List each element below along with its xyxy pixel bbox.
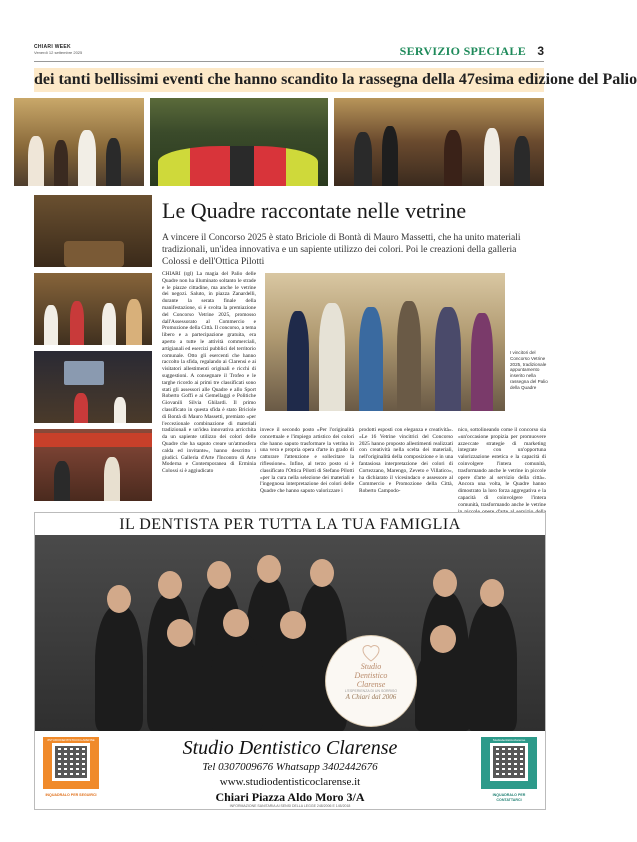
article-subhead: A vincere il Concorso 2025 è stato Briciole di Bontà di Mauro Massetti, che ha unito materiali tradizionali, un'idea innovativa e un sapiente utilizzo dei colori. Poi le creazioni della galleria Colossi e dell'Ottica Pilotti xyxy=(162,233,521,267)
clinic-name: Studio Dentistico Clarense xyxy=(182,737,398,759)
qr-left-label: INQUADRALO PER SEGUIRCI xyxy=(45,793,97,797)
article-column-3: prodotti esposti con eleganza e creatività». «Le 16 Vetrine vincitrici del Concorso 2025 hanno proposto allestimenti realizzati con creatività nella scelta dei materiali, nell'originalità della composizione e in una fantasiosa interpretazione dei colori di Cortezzano, Marengo, Zeveto e Villatico», ha dichiarato il vicesindaco e assessore al Commercio e Promozione della Città, Roberto Campodo- xyxy=(359,427,453,495)
team-photo xyxy=(35,535,545,731)
article-column-2: invece il secondo posto «Per l'originalità concettuale e l'impiego artistico dei colori che hanno saputo trasformare la vetrina in una vera e propria opera d'arte in grado di catturare l'attenzione e sollecitare la riflessione». Infine, al terzo posto si è classificato l'Ottica Pilotti di Stefano Pilotti «per la cura nella selezione dei materiali e l'ingegnosa interpretazione dei colori delle Quadre che hanno saputo valorizzare i xyxy=(260,427,354,495)
gallery-banner: dei tanti bellissimi eventi che hanno scandito la rassegna della 47esima edizione del Palio xyxy=(34,68,544,92)
page-number: 3 xyxy=(537,44,544,58)
issue-date: Venerdì 12 settembre 2025 xyxy=(34,50,83,55)
ad-title: IL DENTISTA PER TUTTA LA TUA FAMIGLIA xyxy=(119,516,461,533)
palio-photo-7 xyxy=(34,429,152,501)
clinic-website[interactable]: www.studiodentisticoclarense.it xyxy=(219,776,361,788)
qr-left-tag: #STUDIODENTISTICOCLARENSE xyxy=(47,738,95,742)
qr-right-label: INQUADRALO PER CONTATTARCI xyxy=(492,793,526,802)
palio-photo-2 xyxy=(150,98,328,186)
article-headline: Le Quadre raccontate nelle vetrine xyxy=(162,198,467,223)
legal-notice: INFORMAZIONE SANITARIA AI SENSI DELLA LEGGE 248/2006 E 145/2018 xyxy=(229,804,351,808)
palio-photo-1 xyxy=(14,98,144,186)
masthead xyxy=(34,44,544,62)
clinic-phones: Tel 0307009676 Whatsapp 3402442676 xyxy=(202,761,378,773)
winners-photo xyxy=(265,273,505,411)
qr-right-tag: Studiodentisticoclarense xyxy=(492,738,526,742)
photo-caption: I vincitori del Concorso Vetrine 2025, tradizionale appuntamento inserito nella rassegna del Palio della Quadre xyxy=(510,350,548,390)
heart-icon xyxy=(359,640,383,664)
logo-motto: L'ESPERIENZA DI UN SORRISO xyxy=(344,689,398,693)
logo-line-2: Dentistico xyxy=(354,671,388,680)
clinic-address: Chiari Piazza Aldo Moro 3/A xyxy=(215,790,365,804)
clinic-logo xyxy=(325,635,417,727)
palio-photo-5 xyxy=(34,273,152,345)
palio-photo-3 xyxy=(334,98,544,186)
palio-photo-6 xyxy=(34,351,152,423)
logo-since: A Chiari dal 2006 xyxy=(345,693,397,701)
article-column-4: nico, sottolineando come il concorso sia «un'occasione propizia per promuovere azzeccate strategie di marketing integrate con un'opportuna valorizzazione estetica e la capacità di coinvolgere l'intera comunità, trasformando anche le vetrine in piccole opere d'arte al servizio della città». Ancora una volta, le Quadre hanno dimostrato la loro forza aggregativa e la capacità di coinvolgere l'intera comunità, trasformando anche le vetrine xyxy=(458,427,546,508)
palio-photo-4 xyxy=(34,195,152,267)
header-rule xyxy=(34,61,544,62)
paper-name: CHIARI WEEK xyxy=(34,44,71,50)
dentist-advertisement xyxy=(34,512,546,810)
logo-line-1: Studio xyxy=(360,662,382,671)
section-label: SERVIZIO SPECIALE xyxy=(399,44,526,58)
logo-line-3: Clarense xyxy=(356,680,386,689)
article-column-1: CHIARI (rgl) La magia del Palio delle Quadre non ha illuminato soltanto le strade e le piazze cittadine, ma anche le vetrine dei negozi. Saluto, in piazza Zanardelli, durante la serata finale della manifestazione, si è svolta la premiazione del Concorso Vetrine 2025, promosso dall'Assessorato al Commercio e Promozione della Città. Il concorso, a tema libero e a partecipazione gratuita, era aperto a tutte le attività commerciali, artigianali ed esercizi pubblici del territorio comunale. Otto gli esercenti che hanno raccolto la sfida, regalando ai Clarensi e ai visitatori allestimenti originali e ricchi di suggestioni. A consegnare il Trofeo e le targhe ricordo ai primi tre classificati sono stati gli assessori alle Quadre e allo Sport Roberto Goffi e ai Gemellaggi e Politiche Giovanili Silvia Ghilardi. Il primo classificato in questa sfida è stato Briciole di Bontà di Mauro Massetti, premiato «per l'eccezionale combinazione di materiali tradizionali e un'idea innovativa arricchita da un sapiente utilizzo dei colori delle Quadre che ha saputo creare un'atmosfera calda ed invitante», hanno descritto i giudici. Galleria d'Arte l'Incontro di Arte Moderna e Contemporanea di Erminia Colossi si è aggiudicato xyxy=(162,271,256,475)
